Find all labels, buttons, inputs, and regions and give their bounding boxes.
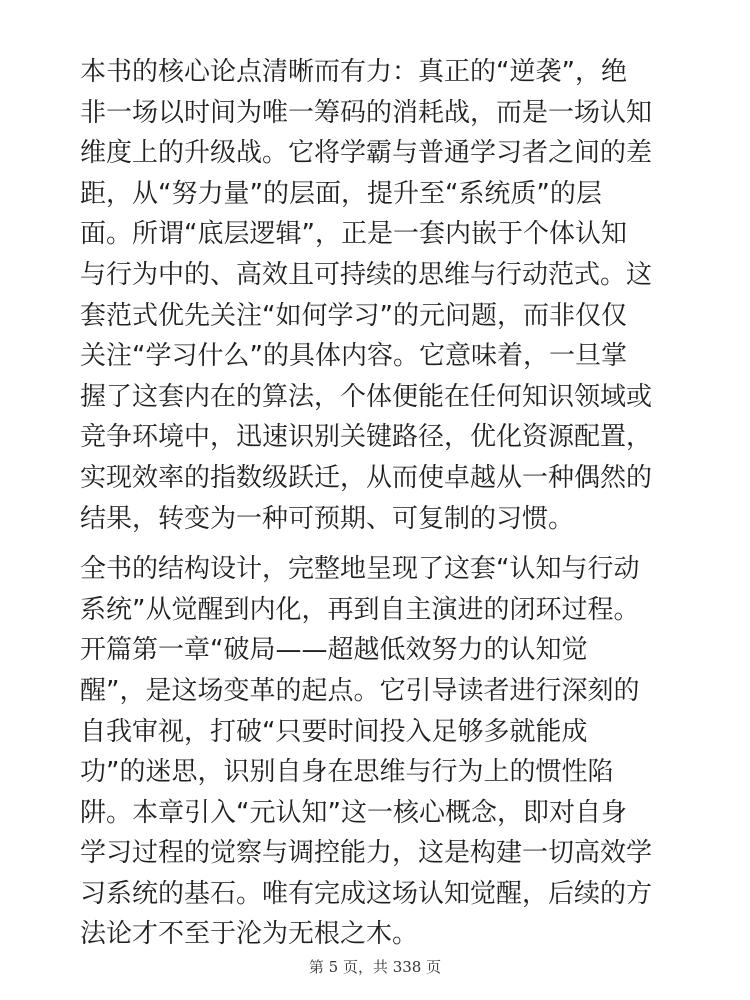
text-line: 实现效率的指数级跃迁，从而使卓越从一种偶然的 [80,462,653,493]
text-line: 面。所谓“底层逻辑”，正是一套内嵌于个体认知 [80,219,627,250]
text-line: 学习过程的觉察与调控能力，这是构建一切高效学 [80,838,653,869]
text-line: 套范式优先关注“如何学习”的元问题，而非仅仅 [80,300,627,331]
text-line: 开篇第一章“破局——超越低效努力的认知觉 [80,635,588,666]
text-line: 醒”，是这场变革的起点。它引导读者进行深刻的 [80,675,640,706]
text-line: 与行为中的、高效且可持续的思维与行动范式。这 [80,259,653,290]
text-line: 系统”从觉醒到内化，再到自主演进的闭环过程。 [80,594,640,625]
text-line: 功”的迷思，识别自身在思维与行为上的惯性陷 [80,757,614,788]
text-line: 阱。本章引入“元认知”这一核心概念，即对自身 [80,797,627,828]
text-line: 维度上的升级战。它将学霸与普通学习者之间的差 [80,138,653,169]
paragraph [80,549,672,955]
text-line: 结果，转变为一种可预期、可复制的习惯。 [80,503,575,534]
text-line: 关注“学习什么”的具体内容。它意味着，一旦掌 [80,341,627,372]
text-line: 非一场以时间为唯一筹码的消耗战，而是一场认知 [80,97,653,128]
text-line: 本书的核心论点清晰而有力：真正的“逆袭”，绝 [80,57,627,87]
text-line: 距，从“努力量”的层面，提升至“系统质”的层 [80,178,602,209]
text-line: 全书的结构设计，完整地呈现了这套“认知与行动 [80,554,640,585]
text-line: 自我审视，打破“只要时间投入足够多就能成 [80,716,588,747]
text-line: 竞争环境中，迅速识别关键路径，优化资源配置， [80,422,653,453]
text-line: 法论才不至于沦为无根之木。 [80,919,419,950]
body-text [80,52,672,955]
text-line: 握了这套内在的算法，个体便能在任何知识领域或 [80,381,653,412]
paragraph [80,52,672,539]
page-number: 第 5 页，共 338 页 [308,958,442,976]
text-line: 习系统的基石。唯有完成这场认知觉醒，后续的方 [80,878,653,909]
